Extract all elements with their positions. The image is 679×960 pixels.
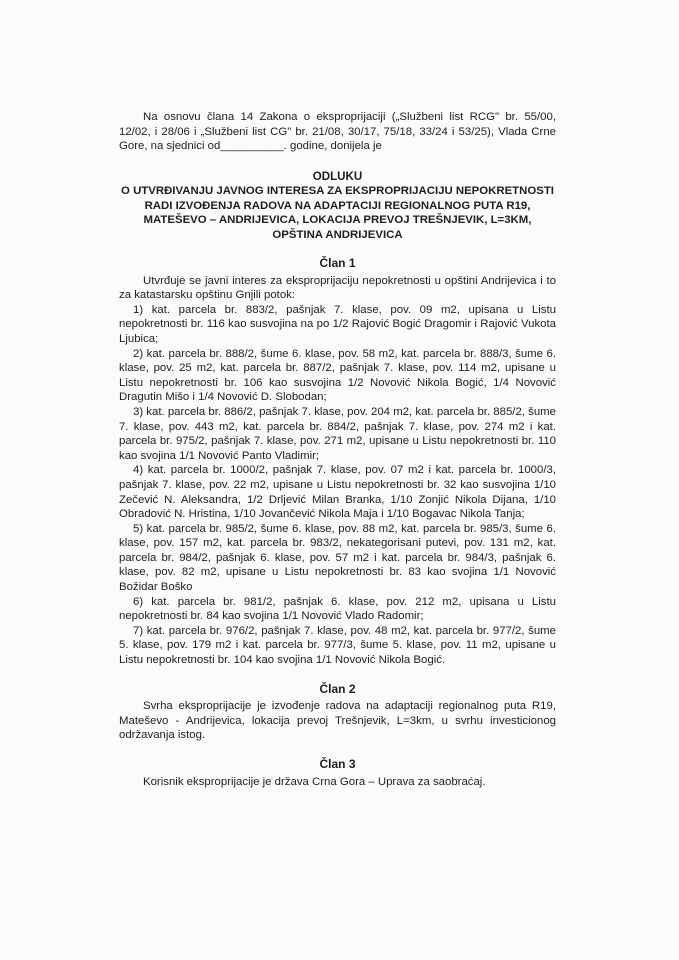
parcel-item-7: 7) kat. parcela br. 976/2, pašnjak 7. klase, pov. 48 m2, kat. parcela br. 977/2, šume 5. klase, pov. 179 m2 i kat. parcela br. 977/3, šume 5. klase, pov. 11 m2, upisane u Listu nepokretnosti br. 104 kao svojina 1/1 Novović Nikola Bogić. [119, 624, 556, 667]
document-body [119, 110, 556, 789]
article-1-heading: Član 1 [319, 256, 356, 270]
parcel-item-5: 5) kat. parcela br. 985/2, šume 6. klase, pov. 88 m2, kat. parcela br. 985/3, šume 6. klase, pov. 157 m2, kat. parcela br. 983/2, nekategorisani putevi, pov. 131 m2, kat. parcela br. 984/2, pašnjak 6. klase, pov. 57 m2 i kat. parcela br. 984/3, pašnjak 6. klase, pov. 82 m2, upisane u Listu nepokretnosti br. 83 kao svojina 1/1 Novović Božidar Boško [119, 522, 556, 594]
parcel-item-4: 4) kat. parcela br. 1000/2, pašnjak 7. klase, pov. 07 m2 i kat. parcela br. 1000/3, pašnjak 7. klase, pov. 22 m2, upisane u Listu nepokretnosti br. 32 kao susvojina 1/10 Zečević N. Aleksandra, 1/2 Drljević Milan Branka, 1/10 Zonjić Nikola Dijana, 1/10 Obradović N. Hristina, 1/10 Jovančević Nikola Maja i 1/10 Bogavac Nikola Tanja; [119, 464, 556, 521]
preamble: Na osnovu člana 14 Zakona o eksproprijaciji („Službeni list RCG" br. 55/00, 12/02, i 28/06 i „Službeni list CG" br. 21/08, 30/17, 75/18, 33/24 i 53/25), Vlada Crne Gore, na sjednici od__________. godine, donijela je [119, 111, 556, 153]
parcel-item-3: 3) kat. parcela br. 886/2, pašnjak 7. klase, pov. 204 m2, kat. parcela br. 885/2, šume 7. klase, pov. 443 m2, kat. parcela br. 884/2, pašnjak 7. klase, pov. 274 m2 i kat. parcela br. 975/2, pašnjak 7. klase, pov. 271 m2, upisane u Listu nepokretnosti br. 110 kao svojina 1/1 Novović Panto Vladimir; [119, 405, 556, 462]
parcel-item-1: 1) kat. parcela br. 883/2, pašnjak 7. klase, pov. 09 m2, upisana u Listu nepokretnosti br. 116 kao susvojina na po 1/2 Rajović Bogić Dragomir i Rajović Vukota Ljubica; [119, 303, 556, 345]
article-1-intro: Utvrđuje se javni interes za eksproprijaciju nepokretnosti u opštini Andrijevica i to za katastarsku opštinu Gnjili potok: [119, 274, 556, 302]
parcel-item-6: 6) kat. parcela br. 981/2, pašnjak 6. klase, pov. 212 m2, upisana u Listu nepokretnosti br. 84 kao svojina 1/1 Novović Vlado Radomir; [119, 595, 556, 623]
article-2-heading: Član 2 [319, 681, 356, 696]
article-2-text: Svrha eksproprijacije je izvođenje radova na adaptaciji regionalnog puta R19, Mateševo - Andrijevica, lokacija prevoj Trešnjevik, L=3km, u svrhu investicionog održavanja istog. [119, 700, 556, 742]
parcel-item-2: 2) kat. parcela br. 888/2, šume 6. klase, pov. 58 m2, kat. parcela br. 888/3, šume 6. klase, pov. 25 m2, kat. parcela br. 887/2, pašnjak 7. klase, pov. 114 m2, upisane u Listu nepokretnosti br. 106 kao susvojina 1/2 Novović Nikola Bogić, 1/4 Novović Dragutin Mišo i 1/4 Novović D. Slobodan; [119, 347, 556, 404]
article-3-heading: Član 3 [319, 757, 356, 771]
decision-label: ODLUKU [312, 169, 363, 183]
article-3-text: Korisnik eksproprijacije je država Crna Gora – Uprava za saobraćaj. [143, 775, 486, 788]
decision-title: O UTVRĐIVANJU JAVNOG INTERESA ZA EKSPROPRIJACIJU NEPOKRETNOSTI RADI IZVOĐENJA RADOVA NA ADAPTACIJI REGIONALNOG PUTA R19, MATEŠEVO – ANDRIJEVICA, LOKACIJA PREVOJ TREŠNJEVIK, L=3KM, OPŠTINA ANDRIJEVICA [121, 185, 554, 241]
